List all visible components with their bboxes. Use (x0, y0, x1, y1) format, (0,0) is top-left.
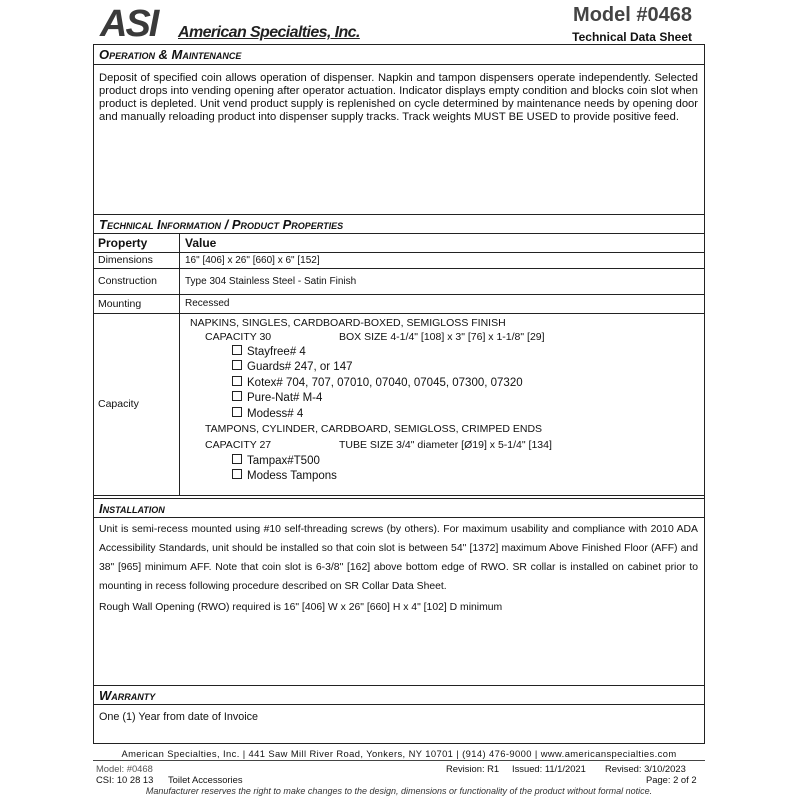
checkbox-icon (232, 454, 242, 464)
technical-section-title: Technical Information / Product Properties (94, 214, 704, 234)
value-column-header: Value (185, 235, 217, 250)
rwo-text: Rough Wall Opening (RWO) required is 16" [406] W x 26" [660] H x 4" [102] D minimum (99, 602, 503, 613)
value-cell: Type 304 Stainless Steel - Satin Finish (185, 275, 357, 287)
footer-csi: CSI: 10 28 13 (96, 774, 154, 785)
table-header-row (94, 233, 704, 253)
checkbox-icon (232, 391, 242, 401)
warranty-section-title: Warranty (94, 685, 704, 705)
checkbox-icon (232, 469, 242, 479)
footer-divider (93, 760, 705, 761)
footer-page: Page: 2 of 2 (646, 774, 697, 785)
list-item: Kotex# 704, 707, 07010, 07040, 07045, 07300, 07320 (232, 376, 523, 389)
footer-model: Model: #0468 (96, 763, 153, 774)
list-item: Tampax#T500 (232, 454, 320, 467)
installation-section-title: Installation (94, 498, 704, 518)
property-column-header: Property (94, 233, 180, 252)
footer-disclaimer: Manufacturer reserves the right to make changes to the design, dimensions or functionality of the product without formal notice. (145, 786, 653, 796)
table-row (94, 268, 704, 295)
property-cell: Mounting (94, 294, 180, 313)
value-cell: 16" [406] x 26" [660] x 6" [152] (185, 254, 320, 266)
logo-text: ASI (100, 3, 158, 45)
checkbox-icon (232, 407, 242, 417)
list-item: Pure-Nat# M-4 (232, 391, 322, 404)
napkins-capacity: CAPACITY 30 (205, 331, 272, 343)
list-item: Guards# 247, or 147 (232, 360, 353, 373)
property-cell: Dimensions (94, 252, 180, 268)
company-name: American Specialties, Inc. (178, 24, 360, 41)
checkbox-icon (232, 360, 242, 370)
company-address: American Specialties, Inc. | 441 Saw Mill River Road, Yonkers, NY 10701 | (914) 476-9000 | www.americanspecialties.com (121, 748, 677, 759)
footer-issued: Issued: 11/1/2021 (512, 763, 586, 774)
asi-logo-mark (100, 3, 180, 45)
napkins-box-size: BOX SIZE 4-1/4" [108] x 3" [76] x 1-1/8" [29] (339, 331, 545, 343)
operation-section-title: Operation & Maintenance (94, 45, 704, 65)
property-cell: Capacity (94, 313, 180, 495)
footer-revision: Revision: R1 (446, 763, 500, 774)
napkins-heading: NAPKINS, SINGLES, CARDBOARD-BOXED, SEMIGLOSS FINISH (190, 317, 506, 329)
tampons-tube-size: TUBE SIZE 3/4" diameter [Ø19] x 5-1/4" [134] (339, 439, 552, 451)
list-item: Modess Tampons (232, 469, 337, 482)
table-row (94, 294, 704, 314)
footer-revised: Revised: 3/10/2023 (605, 763, 686, 774)
tampons-heading: TAMPONS, CYLINDER, CARDBOARD, SEMIGLOSS, CRIMPED ENDS (205, 423, 543, 435)
data-sheet-frame (93, 44, 705, 744)
model-number: Model #0468 (573, 4, 692, 26)
operation-text: Deposit of specified coin allows operation of dispenser. Napkin and tampon dispensers operate independently. Selected product drops into vending opening after operator actuation. Indicator displays empty condition and blocks coin slot when product is depleted. Unit vend product supply is replenished on cycle determined by maintenance needs by opening door and manually reloading product into dispenser supply tracks. Track weights MUST BE USED to provide positive feed. (99, 72, 698, 123)
checkbox-icon (232, 376, 242, 386)
installation-text: Unit is semi-recess mounted using #10 self-threading screws (by others). For maximum usability and compliance with 2010 ADA Accessibility Standards, unit should be installed so that coin slot is between 54" [1372] maximum Above Finished Floor (AFF) and 38" [965] minimum AFF. Note that coin slot is 6-3/8" [162] above bottom edge of RWO. SR collar is installed on cabinet prior to mounting in recess following procedure described on SR Collar Data Sheet. (99, 524, 698, 592)
document-type: Technical Data Sheet (572, 30, 692, 44)
value-cell: Recessed (185, 298, 230, 309)
tampons-capacity: CAPACITY 27 (205, 439, 272, 451)
table-row (94, 252, 704, 269)
property-cell: Construction (94, 268, 180, 294)
list-item: Modess# 4 (232, 407, 303, 420)
checkbox-icon (232, 345, 242, 355)
warranty-text: One (1) Year from date of Invoice (99, 711, 259, 723)
list-item: Stayfree# 4 (232, 345, 306, 358)
footer-category: Toilet Accessories (168, 774, 243, 785)
